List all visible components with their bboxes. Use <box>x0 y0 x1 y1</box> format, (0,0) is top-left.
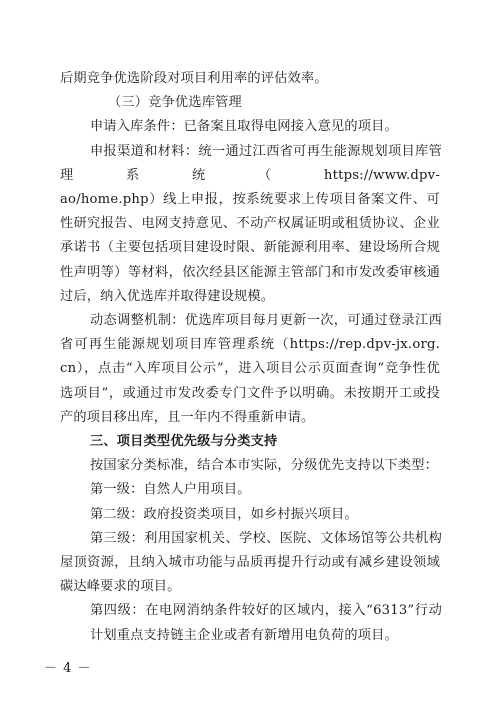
section-heading: （三）竞争优选库管理 <box>108 95 242 111</box>
body-text-line: 性研究报告、电网支持意见、不动产权属证明或租赁协议、企业 <box>60 216 440 232</box>
list-item: 第四级：在电网消纳条件较好的区域内，接入“6313”行动 <box>90 603 442 619</box>
list-item: 第一级：自然人户用项目。 <box>90 482 251 498</box>
body-text-line: 动态调整机制：优选库项目每月更新一次，可通过登录江西 <box>90 313 442 328</box>
body-text-line: 屋顶资源，且纳入城市功能与品质再提升行动或有减乡建设领域 <box>60 555 440 570</box>
page-number: － 4 － <box>44 661 92 676</box>
body-text-line: 按国家分类标准，结合本市实际，分级优先支持以下类型： <box>90 458 439 474</box>
body-text-line: ao/home.php）线上申报，按系统要求上传项目备案文件、可 <box>60 192 440 207</box>
body-text-line: 过后，纳入优选库并取得建设规模。 <box>60 288 275 304</box>
body-text-line: 申请入库条件：已备案且取得电网接入意见的项目。 <box>90 119 398 135</box>
section-heading: 三、项目类型优先级与分类支持 <box>90 434 278 449</box>
body-text-line: 省可再生能源规划项目库管理系统（https://rep.dpv-jx.org. <box>60 337 440 353</box>
body-text-line: 理系统（https://www.dpv- <box>60 167 440 183</box>
body-text-line: 申报渠道和材料：统一通过江西省可再生能源规划项目库管 <box>90 143 442 159</box>
body-text-line: cn），点击“入库项目公示”，进入项目公示页面查询“竞争性优 <box>60 361 440 377</box>
body-text-line: 产的项目移出库，且一年内不得重新申请。 <box>60 409 315 425</box>
list-item: 第二级：政府投资类项目，如乡村振兴项目。 <box>90 506 358 522</box>
body-text-line: 承诺书（主要包括项目建设时限、新能源利用率、建设场所合规 <box>60 240 440 256</box>
body-text-line: 计划重点支持链主企业或者有新增用电负荷的项目。 <box>90 627 398 643</box>
body-text-line: 碳达峰要求的项目。 <box>60 579 181 595</box>
list-item: 第三级：利用国家机关、学校、医院、文体场馆等公共机构 <box>90 530 442 546</box>
body-text-line: 性声明等）等材料，依次经县区能源主管部门和市发改委审核通 <box>60 264 440 280</box>
body-text-line: 后期竞争优选阶段对项目利用率的评估效率。 <box>60 71 328 86</box>
body-text-line: 选项目”，或通过市发改委专门文件予以明确。未按期开工或投 <box>60 385 440 401</box>
